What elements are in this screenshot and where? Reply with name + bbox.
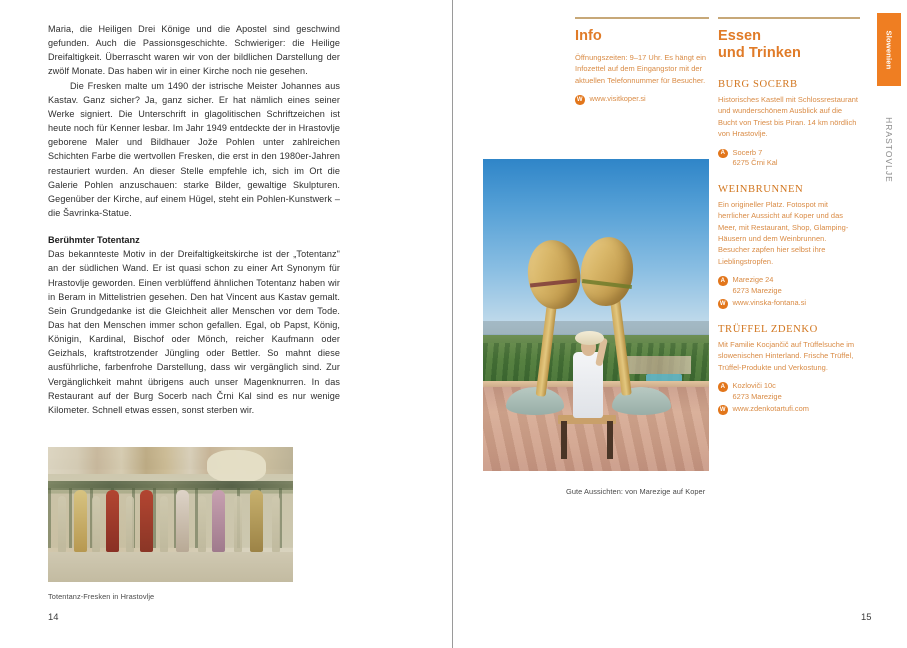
essen-heading-line1: Essen	[718, 28, 762, 44]
place-contact-block	[718, 381, 860, 415]
place-contact-block	[718, 275, 860, 309]
place-entry	[718, 78, 860, 169]
fresco-image	[48, 447, 293, 582]
address-line-2: 6273 Marezige	[732, 391, 782, 401]
fresco-skeleton	[58, 496, 66, 553]
page-number-right: 15	[861, 611, 872, 622]
info-website-text[interactable]	[590, 94, 646, 105]
fresco-figure	[250, 490, 263, 552]
place-entry	[718, 183, 860, 309]
address-line-1: Socerb 7	[732, 147, 763, 157]
place-name: TRÜFFEL ZDENKO	[718, 324, 818, 336]
place-website[interactable]	[733, 298, 807, 309]
photo-caption: Gute Aussichten: von Marezige auf Koper	[566, 487, 706, 496]
essen-heading-line2: und Trinken	[718, 45, 801, 61]
essen-top-rule	[718, 17, 860, 19]
fresco-figure	[74, 490, 87, 552]
fresco-skeleton	[234, 496, 242, 553]
info-heading: Info	[575, 28, 602, 44]
place-contact-block	[718, 148, 860, 169]
fresco-skeleton	[272, 496, 280, 553]
fresco-figure	[106, 490, 119, 552]
website-url[interactable]: www.zdenkotartufi.com	[732, 404, 809, 414]
website-url[interactable]: www.vinska-fontana.si	[732, 298, 807, 308]
fresco-skeleton	[92, 496, 100, 553]
info-website-row[interactable]	[575, 94, 709, 105]
place-description: Historisches Kastell mit Schlossrestaurant und wunderschönem Ausblick auf die Bucht von Triest bis Piran. 14 km nördlich von Hrastovlje.	[718, 95, 859, 139]
info-top-rule	[575, 17, 709, 19]
address-icon: A	[718, 276, 728, 286]
section-subheading: Berühmter Totentanz	[48, 235, 140, 246]
essen-column	[718, 28, 860, 417]
fresco-skeleton	[126, 496, 134, 553]
viewpoint-photo	[483, 159, 709, 471]
address-icon: A	[718, 382, 728, 392]
address-icon: A	[718, 149, 728, 159]
page-number-left: 14	[48, 611, 59, 622]
web-icon: W	[719, 301, 726, 308]
place-address	[733, 148, 778, 169]
info-contact-block	[575, 94, 709, 105]
chapter-tab[interactable]	[877, 95, 901, 205]
web-icon: W	[576, 96, 583, 103]
fresco-skeleton	[198, 496, 206, 553]
fresco-figure	[212, 490, 225, 552]
place-website[interactable]	[733, 404, 809, 415]
fresco-floor	[48, 552, 293, 582]
place-description: Ein origineller Platz. Fotospot mit herrlicher Aussicht auf Koper und das Meer, mit Restaurant, Shop, Glamping-Häusern und dem Weinbrunnen. Besucher zapfen hier selbst ihre Lieblingstropfen.	[718, 199, 849, 266]
bench-leg-right	[607, 421, 613, 458]
place-name: BURG SOCERB	[718, 79, 798, 90]
bench-leg-left	[561, 421, 567, 458]
region-tab[interactable]	[877, 13, 901, 86]
address-line-1: Kozloviči 10c	[732, 381, 776, 391]
fresco-skeleton	[160, 496, 168, 553]
fresco-figure	[176, 490, 189, 552]
info-website-url[interactable]: www.visitkoper.si	[589, 94, 646, 104]
address-line-2: 6273 Marezige	[732, 285, 782, 295]
info-body-text: Öffnungszeiten: 9–17 Uhr. Es hängt ein Infozettel auf dem Eingangstor mit der aktuellen Telefonnummer für Besucher.	[575, 53, 707, 85]
place-description: Mit Familie Kocjančič auf Trüffelsuche im slowenischen Hinterland. Frische Trüffel, Trüffel-Produkte und Verkostung.	[718, 340, 855, 372]
photo-town	[623, 356, 691, 375]
web-icon: W	[719, 407, 726, 414]
main-text-column	[48, 22, 340, 417]
place-website-row[interactable]	[718, 404, 860, 415]
person-hat	[575, 331, 604, 345]
address-line-2: 6275 Črni Kal	[732, 158, 778, 168]
place-address	[733, 381, 782, 402]
address-line-1: Marezige 24	[732, 275, 774, 285]
paragraph-2: Die Fresken malte um 1490 der istrische Meister Johannes aus Kastav. Ganz sicher? Ja, ganz sicher. Er hat nämlich eines seiner Werke signiert. Die Unterschrift in glagolitischen Schriftzeichen ist heute noch für Kenner lesbar. Im Jahr 1949 entdeckte der in Hrastovlje geborene Maler und Bildhauer Jože Pohlen unter zahlreichen Schichten Farbe die wertvollen Fresken, die erst in den 1980er-Jahren restauriert wurden. An dieser Stelle empfehle ich, sich im Ort die Galerie Pohlen anzuschauen: starke Bilder, gewaltige Skulpturen. Gegenüber der Kirche, auf einem Hügel, steht ein Pohlen-Kunstwerk – die Šavrinka-Statue.	[48, 80, 340, 219]
place-website-row[interactable]	[718, 298, 860, 309]
paragraph-3: Das bekannteste Motiv in der Dreifaltigkeitskirche ist der „Totentanz" an der südlichen Wand. Er ist quasi schon zu einer Art Synonym für Hrastovlje geworden. Einen verblüffend ähnlichen Totentanz haben wir in Beram in Mittelistrien gesehen. Den hat Vincent aus Kastav gemalt. Sein Grundgedanke ist die Gleichheit aller Menschen vor dem Tode. Das hat den Menschen immer schon gefallen. Egal, ob Papst, König, Königin, Kardinal, Bischof oder Mönch, reicher Kaufmann oder Geizhals, kraftstrotzender Jüngling oder Bettler. So mahnt diese ausführliche, farbenfrohe Darstellung, dass wir vergänglich sind. Zur Vergänglichkeit mahnt übrigens auch unser Magenknurren. In das Restaurant auf der Burg Socerb nach Črni Kal sind es nur wenige Kilometer. Schnell etwas essen, sonst sterben wir.	[48, 249, 340, 415]
fresco-damage-patch	[207, 450, 266, 482]
place-address-row	[718, 148, 860, 169]
info-column	[575, 28, 709, 107]
place-name: WEINBRUNNEN	[718, 183, 804, 195]
left-page	[0, 0, 452, 648]
place-entry	[718, 323, 860, 415]
chapter-tab-label: HRASTOVLJE	[884, 117, 894, 183]
place-address	[733, 275, 782, 296]
place-address-row	[718, 381, 860, 402]
fresco-figure	[140, 490, 153, 552]
fresco-photo	[48, 447, 293, 582]
fresco-caption: Totentanz-Fresken in Hrastovlje	[48, 592, 155, 601]
region-tab-label: Slowenien	[884, 30, 894, 69]
place-address-row	[718, 275, 860, 296]
essen-heading	[718, 28, 860, 62]
paragraph-1: Maria, die Heiligen Drei Könige und die Apostel sind geschwind gefunden. Auch die Passionsgeschichte. Schwieriger: die Heilige Dreifaltigkeit. Überrascht waren wir von der bildlichen Darstellung der zwölf Monate. Das haben wir in einer Kirche noch nie gesehen.	[48, 24, 340, 77]
